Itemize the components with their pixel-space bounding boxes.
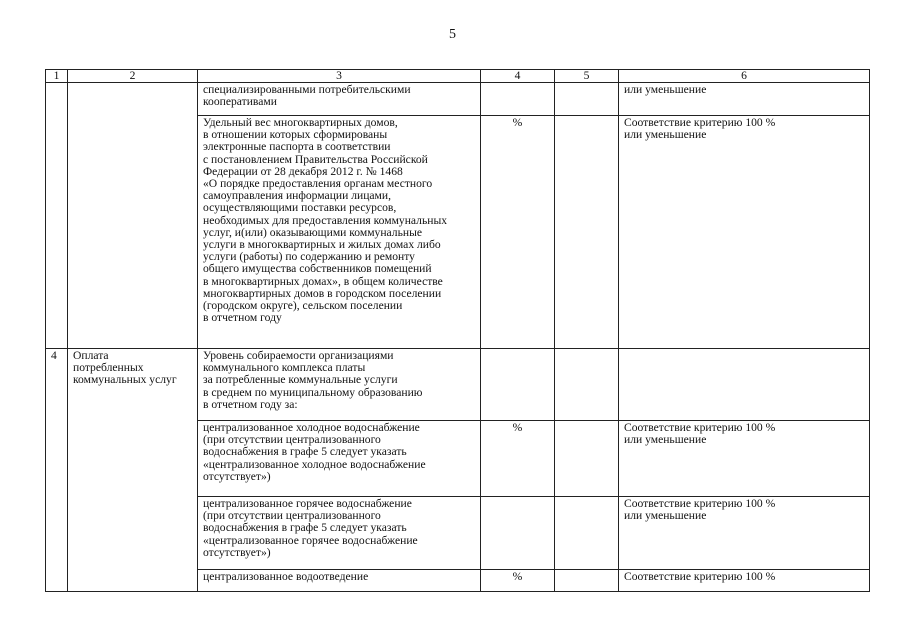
- value-cell: [555, 116, 619, 349]
- indicator-cell: специализированными потребительскими кооперативами: [198, 83, 481, 116]
- table-row: [46, 83, 870, 116]
- header-cell-2: 2: [68, 70, 198, 83]
- criteria-table: [45, 69, 870, 592]
- indicator-cell: Удельный вес многоквартирных домов, в отношении которых сформированы электронные паспорта в соответствии с постановлением Правительства Российской Федерации от 28 декабря 2012 г. № 1468 «О порядке предоставления органам местного самоуправления информации лицами, осуществляющими поставки ресурсов, необходимых для предоставления коммунальных услуг, и(или) оказывающими коммунальные услуги в многоквартирных и жилых домах либо услуги (работы) по содержанию и ремонту общего имущества собственников помещений в многоквартирных домах», в общем количестве многоквартирных домов в городском поселении (городском округе), сельском поселении в отчетном году: [198, 116, 481, 349]
- unit-cell: %: [481, 421, 555, 497]
- indicator-cell: централизованное холодное водоснабжение (при отсутствии централизованного водоснабжения в графе 5 следует указать «централизованное холодное водоснабжение отсутствует»): [198, 421, 481, 497]
- criterion-cell: Соответствие критерию 100 % или уменьшение: [619, 116, 870, 349]
- indicator-cell: централизованное водоотведение: [198, 570, 481, 592]
- empty-num-cell: [46, 83, 68, 349]
- unit-cell: [481, 497, 555, 570]
- table-row: [46, 349, 870, 421]
- criterion-cell: [619, 349, 870, 421]
- unit-cell: %: [481, 570, 555, 592]
- empty-title-cell: [68, 83, 198, 349]
- header-cell-3: 3: [198, 70, 481, 83]
- indicator-cell: централизованное горячее водоснабжение (при отсутствии централизованного водоснабжения в графе 5 следует указать «централизованное горячее водоснабжение отсутствует»): [198, 497, 481, 570]
- value-cell: [555, 349, 619, 421]
- unit-cell: [481, 83, 555, 116]
- section-title: Оплата потребленных коммунальных услуг: [68, 349, 198, 592]
- criterion-cell: Соответствие критерию 100 % или уменьшение: [619, 497, 870, 570]
- criterion-cell: Соответствие критерию 100 %: [619, 570, 870, 592]
- value-cell: [555, 421, 619, 497]
- section-number: 4: [46, 349, 68, 592]
- page-number: 5: [449, 27, 456, 42]
- value-cell: [555, 497, 619, 570]
- header-cell-6: 6: [619, 70, 870, 83]
- header-cell-1: 1: [46, 70, 68, 83]
- criterion-cell: Соответствие критерию 100 % или уменьшение: [619, 421, 870, 497]
- value-cell: [555, 83, 619, 116]
- header-cell-4: 4: [481, 70, 555, 83]
- header-cell-5: 5: [555, 70, 619, 83]
- unit-cell: [481, 349, 555, 421]
- value-cell: [555, 570, 619, 592]
- table-header-row: [46, 70, 870, 83]
- criterion-cell: или уменьшение: [619, 83, 870, 116]
- indicator-cell: Уровень собираемости организациями коммунального комплекса платы за потребленные коммунальные услуги в среднем по муниципальному образованию в отчетном году за:: [198, 349, 481, 421]
- unit-cell: %: [481, 116, 555, 349]
